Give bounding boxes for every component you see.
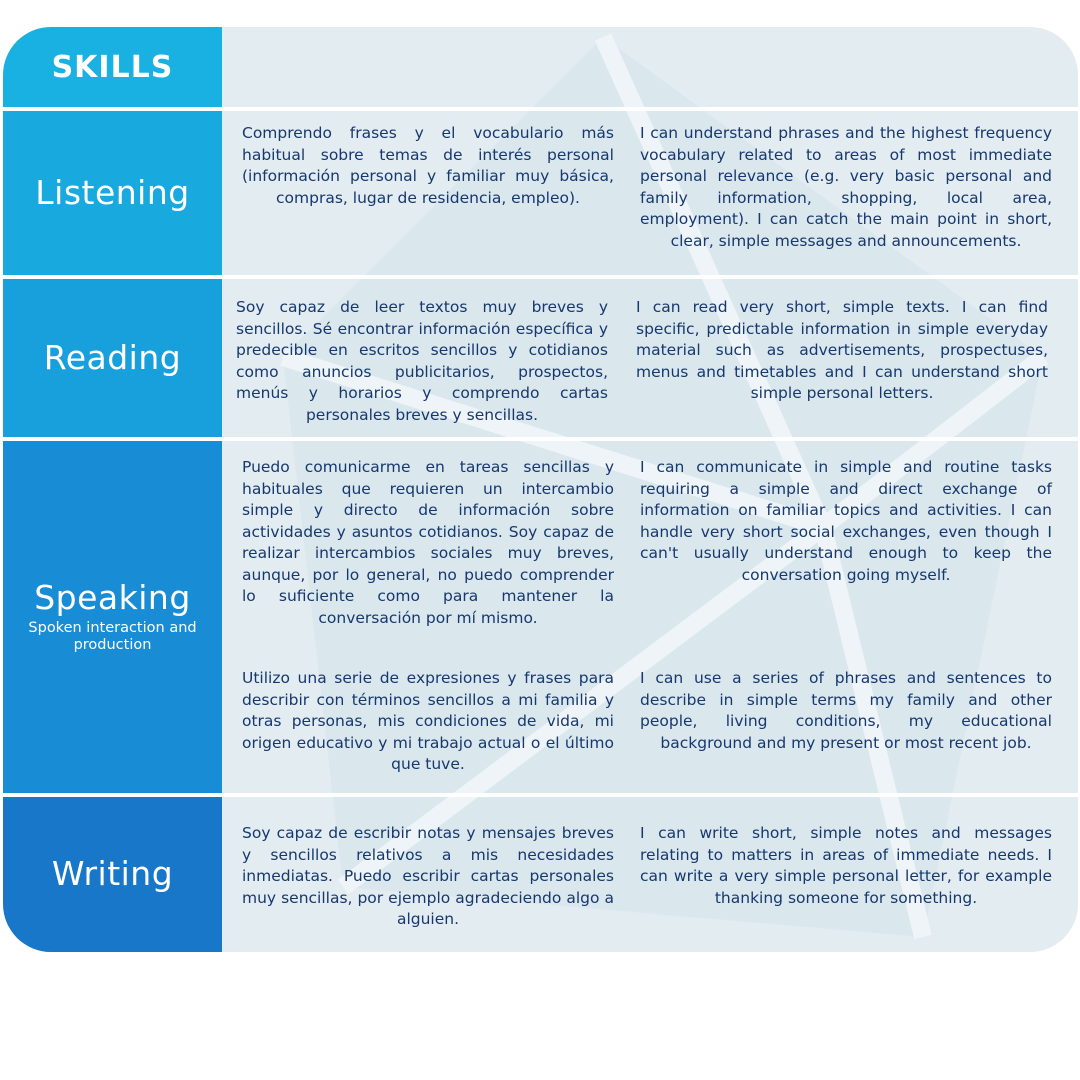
speaking-row (3, 441, 1078, 793)
speaking-text-es-2: Utilizo una serie de expresiones y frases para describir con términos sencillos a mi familia y otras personas, mis condiciones de vida, mi origen educativo y mi trabajo actual o el último que tuve. (242, 669, 614, 773)
skills-table (3, 27, 1078, 952)
speaking-label-cell (3, 441, 222, 793)
speaking-label: Speaking (34, 578, 191, 618)
header-row (3, 27, 1078, 107)
listening-label: Listening (35, 172, 190, 212)
listening-row (3, 111, 1078, 275)
speaking-text-en-2: I can use a series of phrases and sentences to describe in simple terms my family and other people, living conditions, my educational background and my present or most recent job. (640, 669, 1052, 752)
writing-label-cell (3, 797, 222, 952)
writing-text-es: Soy capaz de escribir notas y mensajes breves y sencillos relativos a mis necesidades inmediatas. Puedo escribir cartas personales muy sencillas, por ejemplo agradeciendo algo a alguien. (242, 824, 614, 928)
listening-text-en: I can understand phrases and the highest frequency vocabulary related to areas of most immediate personal relevance (e.g. very basic personal and family information, shopping, local area, employment). I can catch the main point in short, clear, simple messages and announcements. (640, 124, 1052, 250)
reading-text-es: Soy capaz de leer textos muy breves y sencillos. Sé encontrar información específica y predecible en escritos sencillos y cotidianos como anuncios publicitarios, prospectos, menús y horarios y comprendo cartas personales breves y sencillas. (236, 298, 608, 424)
writing-content (222, 797, 1078, 952)
skills-header-cell (3, 27, 222, 107)
writing-text-en: I can write short, simple notes and messages relating to matters in areas of immediate needs. I can write a very simple personal letter, for example thanking someone for something. (640, 824, 1052, 907)
listening-content (222, 111, 1078, 275)
reading-row (3, 279, 1078, 437)
reading-label-cell (3, 279, 222, 437)
header-blank (222, 27, 1078, 107)
writing-label: Writing (51, 854, 174, 894)
listening-text-es: Comprendo frases y el vocabulario más habitual sobre temas de interés personal (información personal y familiar muy básica, compras, lugar de residencia, empleo). (242, 124, 614, 207)
listening-label-cell (3, 111, 222, 275)
speaking-content (222, 441, 1078, 793)
speaking-text-en-1: I can communicate in simple and routine tasks requiring a simple and direct exchange of information on familiar topics and activities. I can handle very short social exchanges, even though I can't usually understand enough to keep the conversation going myself. (640, 458, 1052, 584)
skills-header-label: SKILLS (51, 49, 174, 85)
reading-text-en: I can read very short, simple texts. I can find specific, predictable information in simple everyday material such as advertisements, prospectuses, menus and timetables and I can understand short simple personal letters. (636, 298, 1048, 402)
writing-row (3, 797, 1078, 952)
speaking-sublabel: Spoken interaction and production (28, 620, 197, 654)
reading-content (222, 279, 1078, 437)
speaking-text-es-1: Puedo comunicarme en tareas sencillas y habituales que requieren un intercambio simple y directo de información sobre actividades y asuntos cotidianos. Soy capaz de realizar intercambios sociales muy breves, aunque, por lo general, no puedo comprender lo suficiente como para mantener la conversación por mí mismo. (242, 458, 614, 627)
reading-label: Reading (43, 337, 182, 377)
